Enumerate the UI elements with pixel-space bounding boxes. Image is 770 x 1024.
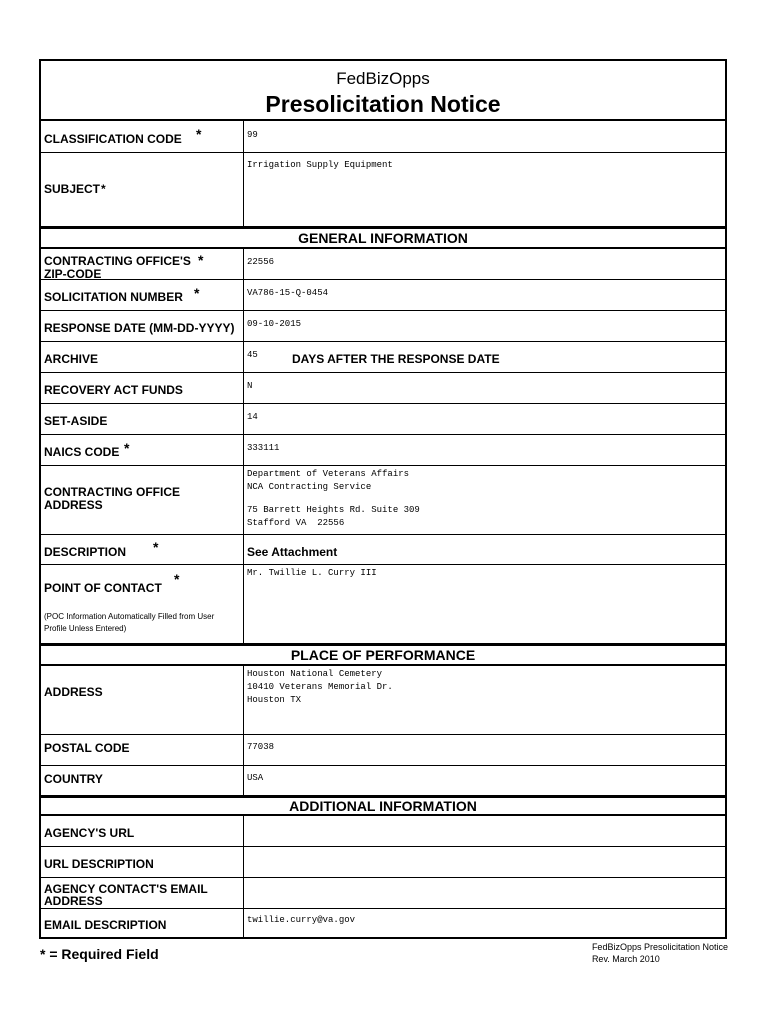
office-address-line1: Department of Veterans Affairs — [247, 469, 410, 479]
additional-information-heading: ADDITIONAL INFORMATION — [41, 796, 725, 816]
response-date-label: RESPONSE DATE (MM-DD-YYYY) — [44, 321, 235, 335]
contact-email-field[interactable] — [244, 878, 725, 908]
classification-code-label: CLASSIFICATION CODE — [44, 132, 182, 146]
naics-field[interactable] — [244, 435, 725, 465]
country-value: USA — [247, 773, 264, 783]
office-address-field[interactable] — [244, 466, 725, 534]
form-name: FedBizOpps Presolicitation Notice — [591, 942, 728, 952]
archive-label: ARCHIVE — [44, 352, 99, 366]
postal-field[interactable] — [244, 735, 725, 765]
poc-value: Mr. Twillie L. Curry III — [247, 568, 377, 578]
required-star: * — [124, 440, 130, 456]
postal-value: 77038 — [247, 742, 275, 752]
row-description — [41, 535, 725, 565]
zip-code-value: 22556 — [247, 257, 275, 267]
office-address-line2: NCA Contracting Service — [247, 482, 372, 492]
row-place-address — [41, 666, 725, 735]
set-aside-value: 14 — [247, 412, 258, 422]
recovery-label: RECOVERY ACT FUNDS — [44, 383, 183, 397]
subject-label: SUBJECT — [44, 182, 101, 196]
office-address-label-line2: ADDRESS — [44, 498, 103, 512]
row-postal-code — [41, 735, 725, 766]
place-address-field[interactable] — [244, 666, 725, 734]
country-label: COUNTRY — [44, 772, 103, 786]
poc-note: (POC Information Automatically Filled from User Profile Unless Entered) — [44, 612, 215, 633]
email-description-value: twillie.curry@va.gov — [247, 915, 356, 925]
row-solicitation-number — [41, 280, 725, 311]
recovery-field[interactable] — [244, 373, 725, 403]
contact-email-label-line2: ADDRESS — [44, 894, 103, 908]
url-description-field[interactable] — [244, 847, 725, 877]
general-information-heading: GENERAL INFORMATION — [41, 227, 725, 249]
url-description-label: URL DESCRIPTION — [44, 857, 154, 871]
row-email-description — [41, 909, 725, 937]
place-address-line3: Houston TX — [247, 695, 302, 705]
poc-field[interactable] — [244, 565, 725, 643]
row-naics-code — [41, 435, 725, 466]
zip-label-line2: ZIP-CODE — [44, 267, 102, 281]
set-aside-field[interactable] — [244, 404, 725, 434]
row-zip-code — [41, 249, 725, 280]
row-country — [41, 766, 725, 796]
row-response-date — [41, 311, 725, 342]
required-star: * — [194, 285, 200, 301]
form-header — [41, 61, 725, 121]
row-contracting-office-address — [41, 466, 725, 535]
solicitation-number-field[interactable] — [244, 280, 725, 310]
form-subtitle: FedBizOpps — [336, 69, 430, 88]
presolicitation-form — [39, 59, 727, 939]
response-date-value: 09-10-2015 — [247, 319, 302, 329]
description-field[interactable] — [244, 535, 725, 564]
form-revision-info — [592, 941, 728, 965]
row-set-aside — [41, 404, 725, 435]
office-address-line4: Stafford VA 22556 — [247, 518, 345, 528]
required-star: * — [174, 571, 180, 587]
row-subject — [41, 153, 725, 227]
row-agency-url — [41, 816, 725, 847]
country-field[interactable] — [244, 766, 725, 795]
contact-email-label-line1: AGENCY CONTACT'S EMAIL — [44, 882, 208, 896]
description-label: DESCRIPTION — [44, 545, 127, 559]
solicitation-label: SOLICITATION NUMBER — [44, 290, 183, 304]
email-description-field[interactable] — [244, 909, 725, 937]
naics-value: 333111 — [247, 443, 280, 453]
row-archive — [41, 342, 725, 373]
required-field-legend: * = Required Field — [40, 946, 159, 962]
required-star: * — [196, 126, 202, 142]
form-title: Presolicitation Notice — [265, 91, 501, 117]
place-of-performance-heading: PLACE OF PERFORMANCE — [41, 644, 725, 666]
office-address-line3: 75 Barrett Heights Rd. Suite 309 — [247, 505, 420, 515]
naics-label: NAICS CODE — [44, 445, 120, 459]
subject-field[interactable] — [244, 153, 725, 226]
row-point-of-contact — [41, 565, 725, 644]
agency-url-label: AGENCY'S URL — [44, 826, 135, 840]
archive-value: 45 — [247, 350, 258, 360]
agency-url-field[interactable] — [244, 816, 725, 846]
postal-label: POSTAL CODE — [44, 741, 130, 755]
row-url-description — [41, 847, 725, 878]
required-star: * — [101, 182, 106, 196]
poc-label: POINT OF CONTACT — [44, 581, 162, 595]
row-recovery-act-funds — [41, 373, 725, 404]
solicitation-number-value: VA786-15-Q-0454 — [247, 288, 329, 298]
row-agency-contact-email — [41, 878, 725, 909]
zip-code-field[interactable] — [244, 249, 725, 279]
archive-suffix: DAYS AFTER THE RESPONSE DATE — [292, 352, 500, 366]
response-date-field[interactable] — [244, 311, 725, 341]
email-description-label: EMAIL DESCRIPTION — [44, 918, 167, 932]
classification-code-value: 99 — [247, 130, 258, 140]
required-star: * — [198, 252, 204, 268]
place-address-line1: Houston National Cemetery — [247, 669, 383, 679]
recovery-value: N — [247, 381, 253, 391]
zip-label-line1: CONTRACTING OFFICE'S — [44, 254, 191, 268]
description-value: See Attachment — [247, 545, 338, 559]
set-aside-label: SET-ASIDE — [44, 414, 108, 428]
classification-code-field[interactable] — [244, 121, 725, 152]
place-address-label: ADDRESS — [44, 685, 103, 699]
place-address-line2: 10410 Veterans Memorial Dr. — [247, 682, 393, 692]
required-star: * — [153, 539, 159, 555]
form-revision: Rev. March 2010 — [591, 954, 660, 964]
office-address-label-line1: CONTRACTING OFFICE — [44, 485, 180, 499]
archive-field[interactable] — [244, 342, 725, 372]
row-classification-code — [41, 121, 725, 153]
subject-value: Irrigation Supply Equipment — [247, 160, 393, 170]
